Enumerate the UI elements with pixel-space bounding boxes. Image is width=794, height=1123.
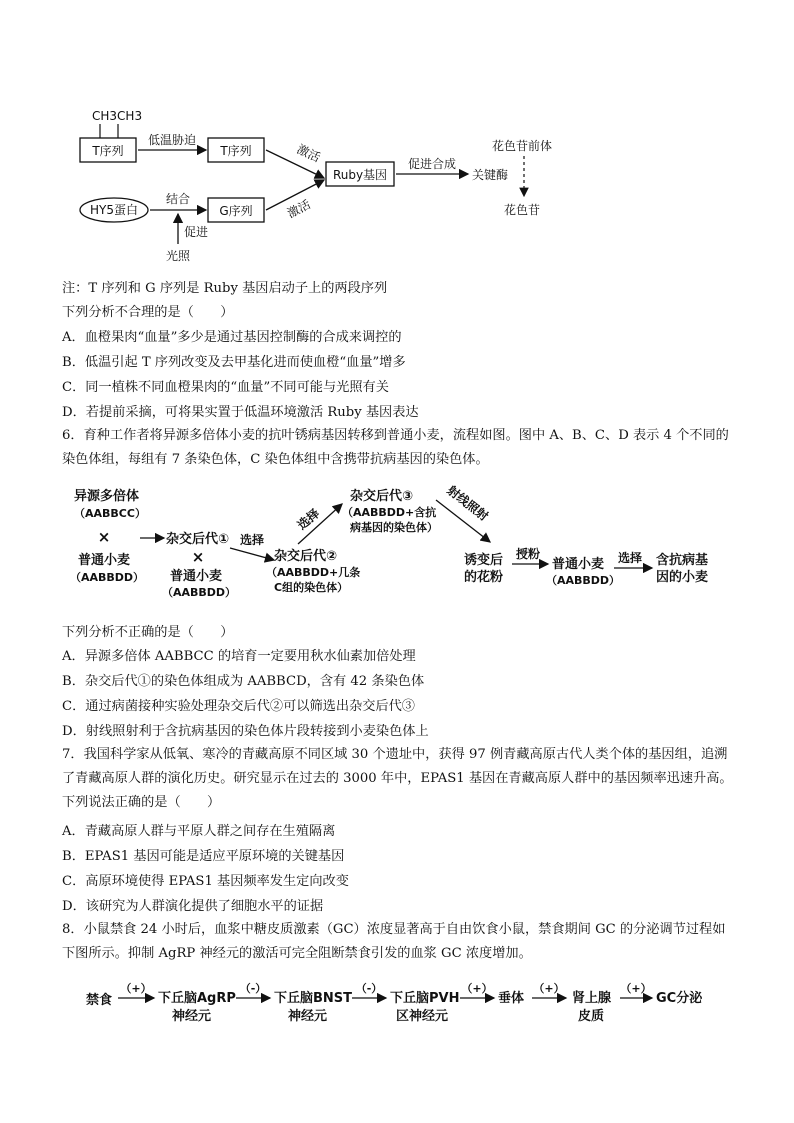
adrenal-label-2: 皮质 bbox=[578, 1009, 605, 1024]
q7-option-c: C．高原环境使得 EPAS1 基因频率发生定向改变 bbox=[62, 874, 349, 889]
sign-5: （+） bbox=[533, 982, 565, 995]
select-label-2: 选择 bbox=[294, 506, 323, 533]
cross-sign-1: × bbox=[97, 528, 111, 546]
gc-regulation-diagram bbox=[80, 980, 720, 1030]
q6-option-d: D．射线照射利于含抗病基因的染色体片段转接到小麦染色体上 bbox=[62, 724, 429, 739]
sign-1: （+） bbox=[120, 982, 152, 995]
wheat-label-2: 普通小麦 bbox=[170, 569, 223, 584]
low-temp-label: 低温胁迫 bbox=[147, 133, 197, 147]
result-label-2: 因的小麦 bbox=[656, 570, 709, 585]
select-label-3: 选择 bbox=[618, 551, 643, 565]
q7-option-d: D．该研究为人群演化提供了细胞水平的证据 bbox=[62, 899, 324, 914]
q7-option-a: A．青藏高原人群与平原人群之间存在生殖隔离 bbox=[62, 824, 336, 839]
pituitary-label: 垂体 bbox=[498, 991, 525, 1006]
result-label-1: 含抗病基 bbox=[656, 553, 709, 568]
breeding-flow-diagram bbox=[60, 480, 732, 608]
q6-question: 下列分析不正确的是（ ） bbox=[62, 625, 234, 640]
anthocyanin-label: 花色苷 bbox=[504, 203, 541, 217]
q7-stem: 7．我国科学家从低氧、寒冷的青藏高原不同区域 30 个遗址中，获得 97 例青藏高原古代人类个体的基因组，追溯了青藏高原人群的演化历史。研究显示在过去的 3000 年中，EPAS1 基因在青藏高原人群中的基因频率迅速升高。下列说法正确的是（ ） bbox=[62, 747, 733, 810]
bnst-label-2: 神经元 bbox=[288, 1009, 328, 1024]
t-sequence-box-1: T序列 bbox=[92, 144, 124, 158]
wheat-genotype-2: （AABBDD） bbox=[162, 586, 237, 599]
allo-genotype-label: （AABBCC） bbox=[74, 507, 146, 520]
q7-option-b: B．EPAS1 基因可能是适应平原环境的关键基因 bbox=[62, 849, 345, 864]
activate-label-2: 激活 bbox=[285, 197, 313, 221]
hybrid-2-genotype: （AABBDD+几条 bbox=[266, 566, 361, 579]
pollinate-label: 授粉 bbox=[516, 547, 541, 561]
q8-stem: 8．小鼠禁食 24 小时后，血浆中糖皮质激素（GC）浓度显著高于自由饮食小鼠，禁食期间 GC 的分泌调节过程如下图所示。抑制 AgRP 神经元的激活可完全阻断禁食引发的血浆 GC 浓度增加。 bbox=[62, 922, 726, 961]
t-sequence-box-2: T序列 bbox=[220, 144, 252, 158]
sign-6: （+） bbox=[620, 982, 652, 995]
q5-option-c: C．同一植株不同血橙果肉的“血量”不同可能与光照有关 bbox=[62, 380, 389, 395]
q6-option-b: B．杂交后代①的染色体组成为 AABBCD，含有 42 条染色体 bbox=[62, 674, 425, 689]
pvh-label-2: 区神经元 bbox=[396, 1009, 449, 1024]
promote-label: 促进 bbox=[184, 225, 209, 239]
fasting-label: 禁食 bbox=[86, 993, 113, 1008]
pollen-label: 的花粉 bbox=[464, 570, 504, 585]
wheat-genotype-3: （AABBDD） bbox=[546, 574, 621, 587]
q5-option-d: D．若提前采摘，可将果实置于低温环境激活 Ruby 基因表达 bbox=[62, 405, 419, 420]
q6-stem: 6．育种工作者将异源多倍体小麦的抗叶锈病基因转移到普通小麦，流程如图。图中 A、B、C、D 表示 4 个不同的染色体组，每组有 7 条染色体，C 染色体组中含携带抗病基因的染色体。 bbox=[62, 428, 729, 467]
methyl-label: CH3CH3 bbox=[92, 109, 143, 123]
mutant-label: 诱变后 bbox=[464, 553, 504, 568]
key-enzyme-label: 关键酶 bbox=[472, 168, 509, 182]
hybrid-3-genotype: （AABBDD+含抗 bbox=[342, 506, 437, 519]
promote-synthesis-label: 促进合成 bbox=[407, 157, 457, 171]
g-sequence-box: G序列 bbox=[219, 204, 253, 218]
light-label: 光照 bbox=[166, 249, 191, 263]
hybrid-2-genotype-2: C组的染色体） bbox=[274, 581, 349, 594]
sign-2: （-） bbox=[239, 982, 267, 995]
activate-label-1: 激活 bbox=[294, 142, 323, 165]
q6-option-a: A．异源多倍体 AABBCC 的培育一定要用秋水仙素加倍处理 bbox=[62, 649, 416, 664]
cross-sign-2: × bbox=[191, 548, 205, 566]
adrenal-label-1: 肾上腺 bbox=[572, 991, 612, 1006]
hy5-protein-label: HY5蛋白 bbox=[90, 203, 138, 217]
pvh-label-1: 下丘脑PVH bbox=[390, 991, 460, 1006]
wheat-label-1: 普通小麦 bbox=[78, 553, 131, 568]
ruby-regulation-diagram bbox=[60, 96, 620, 266]
q6-option-c: C．通过病菌接种实验处理杂交后代②可以筛选出杂交后代③ bbox=[62, 699, 415, 714]
irradiate-label: 射线照射 bbox=[444, 483, 491, 524]
wheat-genotype-1: （AABBDD） bbox=[70, 571, 145, 584]
bnst-label-1: 下丘脑BNST bbox=[274, 991, 353, 1006]
agrp-label-2: 神经元 bbox=[172, 1009, 212, 1024]
sign-4: （+） bbox=[461, 982, 493, 995]
hybrid-3-genotype-2: 病基因的染色体） bbox=[350, 521, 438, 534]
hybrid-1-label: 杂交后代① bbox=[166, 532, 230, 547]
hybrid-2-label: 杂交后代② bbox=[274, 549, 338, 564]
agrp-label-1: 下丘脑AgRP bbox=[158, 991, 236, 1006]
sign-3: （-） bbox=[355, 982, 383, 995]
q5-option-b: B．低温引起 T 序列改变及去甲基化进而使血橙“血量”增多 bbox=[62, 355, 406, 370]
ruby-gene-box: Ruby基因 bbox=[332, 168, 388, 182]
bind-label: 结合 bbox=[165, 192, 191, 206]
select-label-1: 选择 bbox=[240, 533, 265, 547]
gc-secretion-label: GC分泌 bbox=[656, 991, 703, 1006]
hybrid-3-label: 杂交后代③ bbox=[350, 489, 414, 504]
precursor-label: 花色苷前体 bbox=[492, 139, 553, 153]
q5-stem: 下列分析不合理的是（ ） bbox=[62, 305, 234, 320]
q5-option-a: A．血橙果肉“血量”多少是通过基因控制酶的合成来调控的 bbox=[62, 330, 402, 345]
wheat-label-3: 普通小麦 bbox=[552, 557, 605, 572]
q5-note: 注：T 序列和 G 序列是 Ruby 基因启动子上的两段序列 bbox=[62, 281, 388, 296]
allo-polyploid-label: 异源多倍体 bbox=[74, 489, 140, 504]
